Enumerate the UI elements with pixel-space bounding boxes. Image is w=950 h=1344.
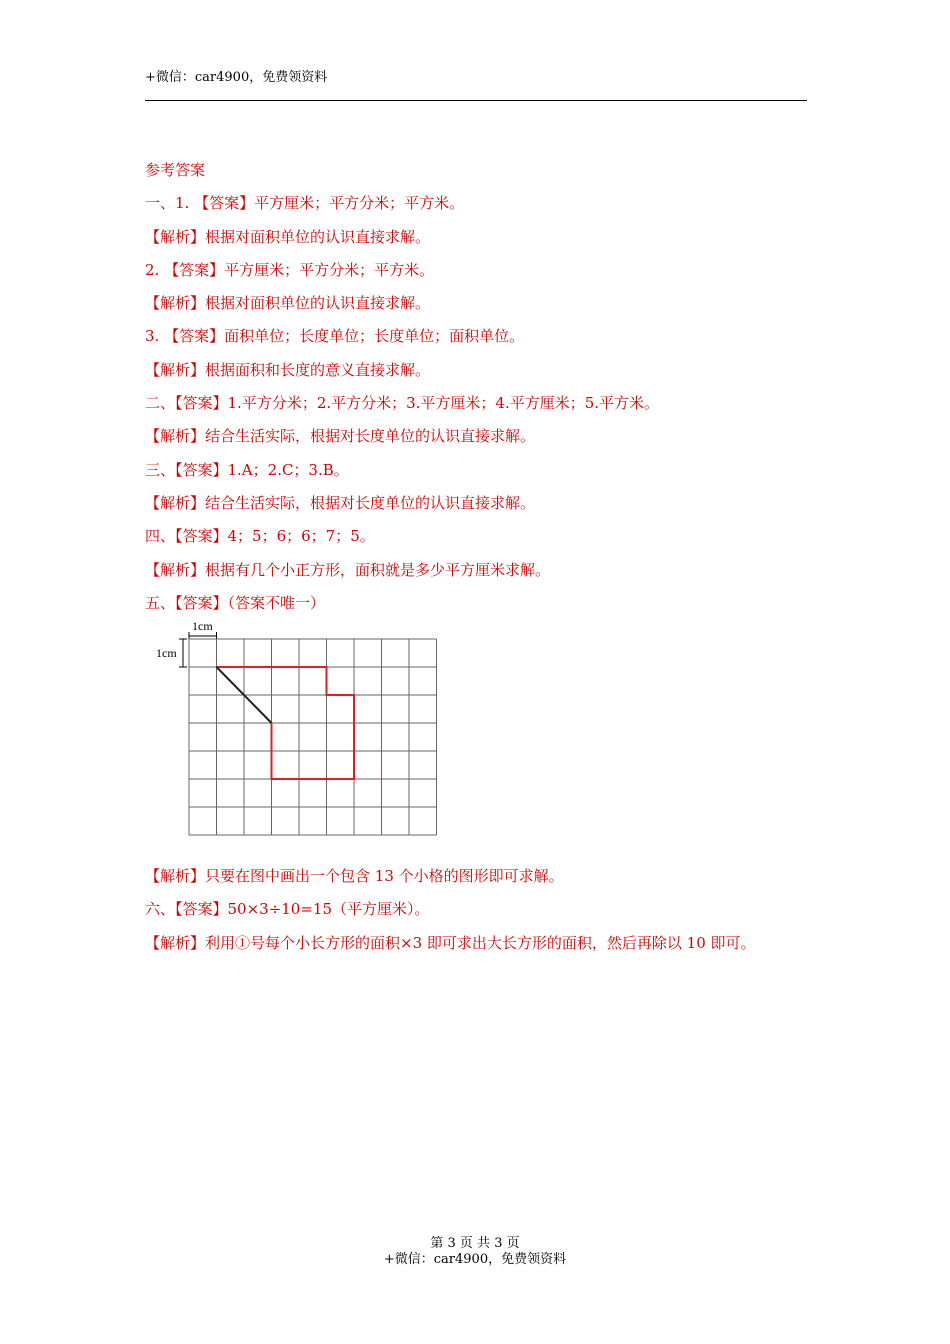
page-number: 第 3 页 共 3 页 bbox=[430, 1236, 520, 1251]
answer-line: 五、【答案】（答案不唯一） bbox=[145, 593, 326, 612]
answer-line: 3. 【答案】面积单位；长度单位；长度单位；面积单位。 bbox=[145, 327, 525, 346]
left-unit-label: 1cm bbox=[156, 646, 177, 661]
analysis-line: 【解析】结合生活实际，根据对长度单位的认识直接求解。 bbox=[145, 427, 536, 446]
answer-line: 一、1. 【答案】平方厘米；平方分米；平方米。 bbox=[145, 194, 465, 213]
answer-line: 三、【答案】1.A；2.C；3.B。 bbox=[145, 460, 349, 479]
answer-line: 2. 【答案】平方厘米；平方分米；平方米。 bbox=[145, 260, 435, 279]
top-unit-label: 1cm bbox=[192, 620, 213, 634]
footer-wechat: +微信：car4900，免费领资料 bbox=[383, 1252, 567, 1267]
grid-diagram bbox=[145, 620, 465, 860]
page-header: +微信：car4900，免费领资料 bbox=[145, 70, 328, 85]
analysis-line: 【解析】结合生活实际，根据对长度单位的认识直接求解。 bbox=[145, 493, 536, 512]
answer-line: 六、【答案】50×3÷10=15（平方厘米）。 bbox=[145, 900, 430, 919]
answer-line: 二、【答案】1.平方分米；2.平方分米；3.平方厘米；4.平方厘米；5.平方米。 bbox=[145, 394, 660, 413]
analysis-line: 【解析】根据有几个小正方形，面积就是多少平方厘米求解。 bbox=[145, 560, 551, 579]
analysis-line: 【解析】根据面积和长度的意义直接求解。 bbox=[145, 360, 431, 379]
header-divider bbox=[145, 100, 807, 101]
grid-figure bbox=[145, 620, 825, 860]
analysis-line: 【解析】根据对面积单位的认识直接求解。 bbox=[145, 227, 431, 246]
answer-line: 四、【答案】4；5；6；6；7；5。 bbox=[145, 527, 375, 546]
unit-square bbox=[189, 639, 217, 667]
section-title: 参考答案 bbox=[145, 161, 206, 179]
analysis-line: 【解析】利用①号每个小长方形的面积×3 即可求出大长方形的面积，然后再除以 10 即可。 bbox=[145, 933, 756, 952]
analysis-line: 【解析】只要在图中画出一个包含 13 个小格的图形即可求解。 bbox=[145, 867, 564, 886]
analysis-line: 【解析】根据对面积单位的认识直接求解。 bbox=[145, 294, 431, 313]
square-grid bbox=[189, 639, 437, 835]
answer-content bbox=[145, 154, 825, 960]
